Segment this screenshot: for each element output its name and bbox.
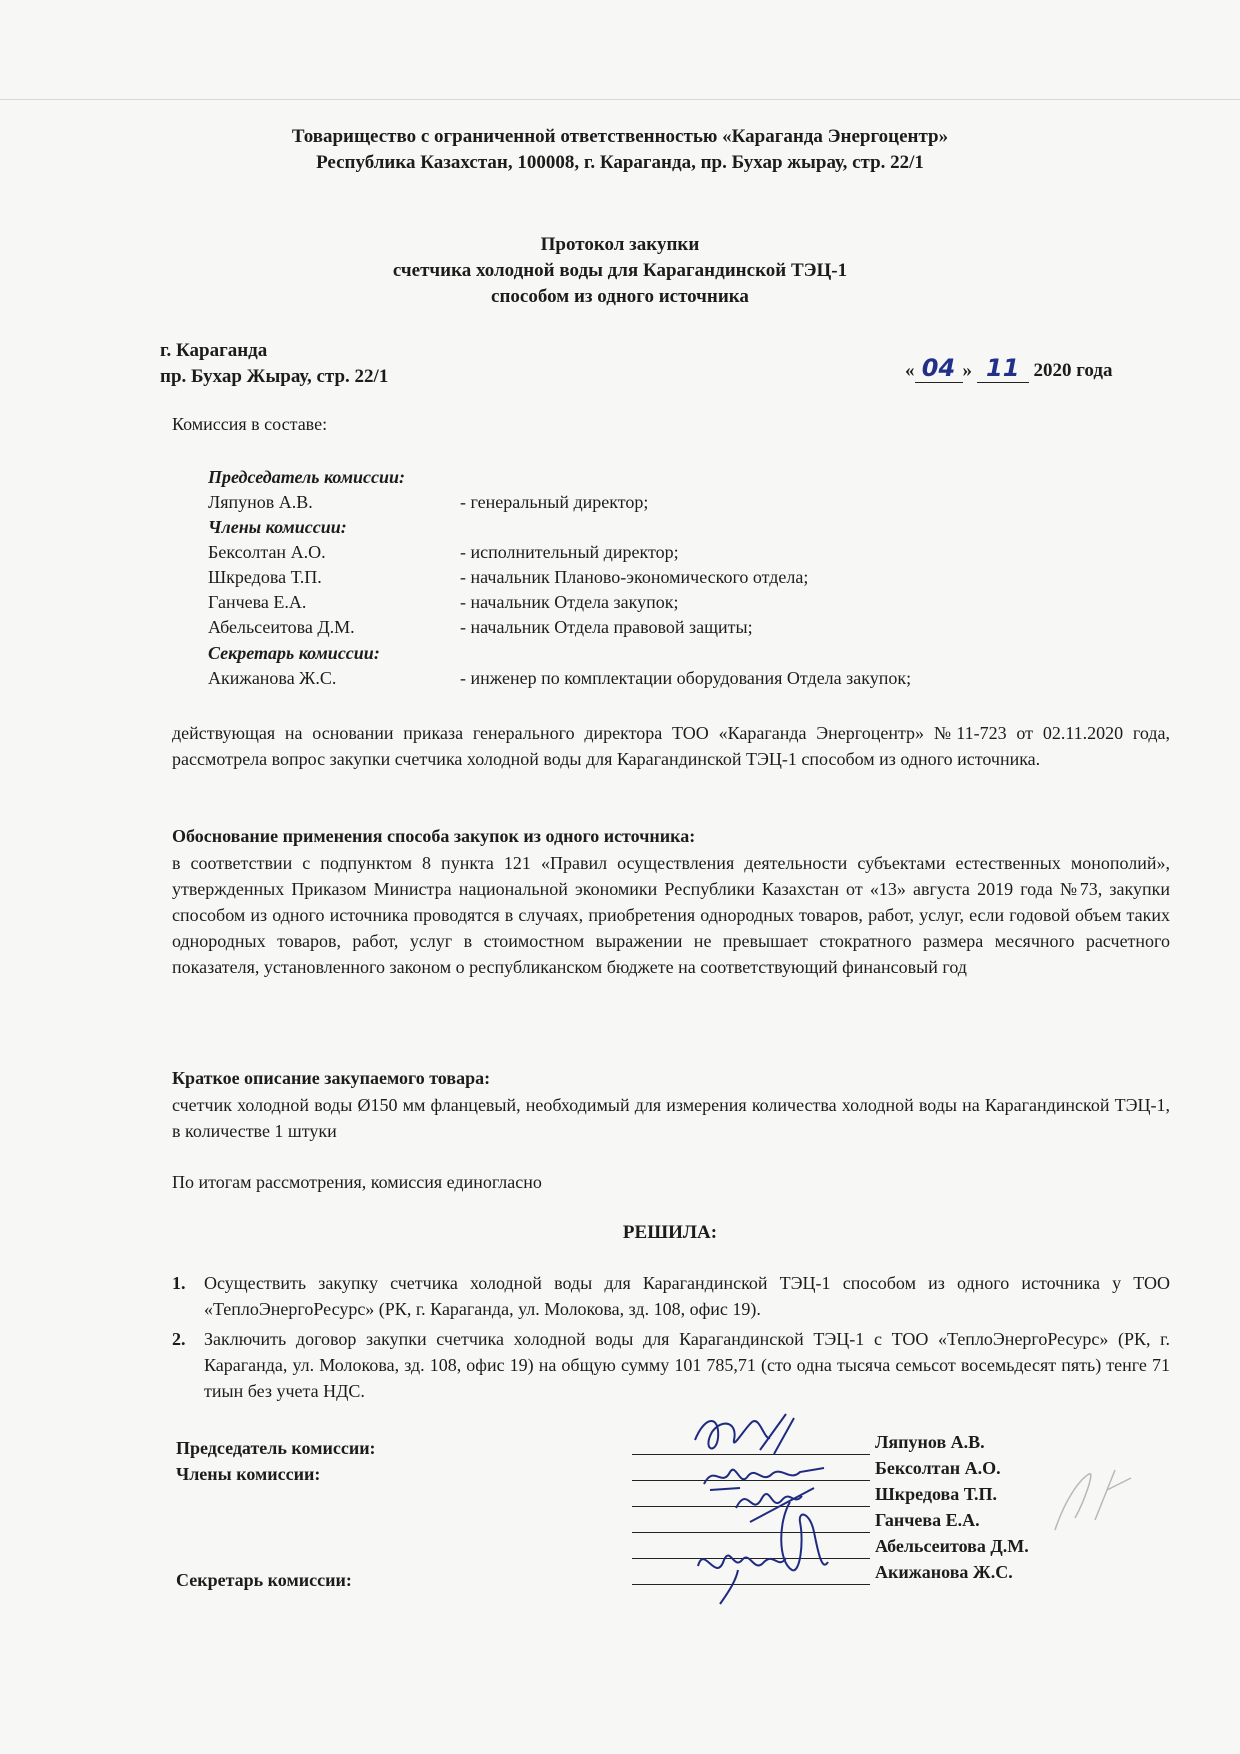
faint-signature-mark xyxy=(1045,1460,1135,1540)
commission-row: Ляпунов А.В. - генеральный директор; xyxy=(208,492,649,512)
chairman-heading: Председатель комиссии: xyxy=(208,467,406,487)
signatory-name: Абельсеитова Д.М. xyxy=(875,1536,1029,1556)
place-city: г. Караганда xyxy=(160,340,268,361)
result-intro: По итогам рассмотрения, комиссия единогласно xyxy=(172,1172,542,1192)
doc-title-line-2: счетчика холодной воды для Карагандинской ТЭЦ-1 xyxy=(392,260,848,281)
scan-edge-line xyxy=(0,99,1240,100)
secretary-heading: Секретарь комиссии: xyxy=(208,643,380,663)
date-month: 11 xyxy=(977,354,1029,383)
signatory-name: Ганчева Е.А. xyxy=(875,1510,980,1530)
sig-secretary-label: Секретарь комиссии: xyxy=(176,1570,352,1590)
signatory-name: Ляпунов А.В. xyxy=(875,1432,985,1452)
item-heading: Краткое описание закупаемого товара: xyxy=(172,1068,491,1088)
decision-item: 2. Заключить договор закупки счетчика холодной воды для Карагандинской ТЭЦ-1 с ТОО «ТеплоЭнергоРесурс» (РК, г. Караганда, ул. Молокова, зд. 108, офис 19) на общую сумму 101 785,71 (сто одна тысяча семьсот восемьдесят пять) тенге 71 тиын без учета НДС. xyxy=(172,1329,1170,1401)
decision-item: 1. Осуществить закупку счетчика холодной воды для Карагандинской ТЭЦ-1 способом из одного источника у ТОО «ТеплоЭнергоРесурс» (РК, г. Караганда, ул. Молокова, зд. 108, офис 19). xyxy=(172,1273,1170,1319)
doc-title-line-1: Протокол закупки xyxy=(540,234,700,255)
members-heading: Члены комиссии: xyxy=(208,517,347,537)
commission-row: Акижанова Ж.С. - инженер по комплектации оборудования Отдела закупок; xyxy=(208,668,912,688)
date-day: 04 xyxy=(915,354,963,383)
signatory-name: Шкредова Т.П. xyxy=(875,1484,997,1504)
commission-row: Абельсеитова Д.М. - начальник Отдела правовой защиты; xyxy=(208,617,753,637)
doc-date: « 04 » 11 2020 года xyxy=(905,354,1113,382)
handwritten-signature xyxy=(690,1540,800,1610)
commission-row: Бексолтан А.О. - исполнительный директор; xyxy=(208,542,679,562)
date-year: 2020 года xyxy=(1033,360,1113,381)
org-name: Товарищество с ограниченной ответственностью «Караганда Энергоцентр» xyxy=(291,126,949,147)
decision-heading: РЕШИЛА: xyxy=(622,1222,718,1243)
commission-row: Ганчева Е.А. - начальник Отдела закупок; xyxy=(208,592,679,612)
sig-members-label: Члены комиссии: xyxy=(176,1464,321,1484)
signatory-name: Акижанова Ж.С. xyxy=(875,1562,1013,1582)
justification-heading: Обоснование применения способа закупок из одного источника: xyxy=(172,826,696,846)
doc-title-line-3: способом из одного источника xyxy=(491,286,749,307)
commission-row: Шкредова Т.П. - начальник Планово-экономического отдела; xyxy=(208,567,809,587)
signatory-name: Бексолтан А.О. xyxy=(875,1458,1001,1478)
item-paragraph: счетчик холодной воды Ø150 мм фланцевый, необходимый для измерения количества холодной воды на Карагандинской ТЭЦ-1, в количестве 1 штуки xyxy=(172,1095,1170,1141)
org-address: Республика Казахстан, 100008, г. Караганда, пр. Бухар жырау, стр. 22/1 xyxy=(316,152,924,173)
justification-paragraph: в соответствии с подпунктом 8 пункта 121 «Правил осуществления деятельности субъектами естественных монополий», утвержденных Приказом Министра национальной экономики Республики Казахстан от «13» августа 2019 года №73, закупки способом из одного источника проводятся в случаях, приобретения однородных товаров, работ, услуг, если годовой объем таких однородных товаров, работ, услуг в стоимостном выражении не превышает стократного размера месячного расчетного показателя, установленного законом о республиканском бюджете на соответствующий финансовый год xyxy=(172,853,1170,977)
place-street: пр. Бухар Жырау, стр. 22/1 xyxy=(160,366,389,387)
commission-intro: Комиссия в составе: xyxy=(172,414,328,434)
basis-paragraph: действующая на основании приказа генерального директора ТОО «Караганда Энергоцентр» №11-723 от 02.11.2020 года, рассмотрела вопрос закупки счетчика холодной воды для Карагандинской ТЭЦ-1 способом из одного источника. xyxy=(172,723,1170,769)
sig-chairman-label: Председатель комиссии: xyxy=(176,1438,376,1458)
